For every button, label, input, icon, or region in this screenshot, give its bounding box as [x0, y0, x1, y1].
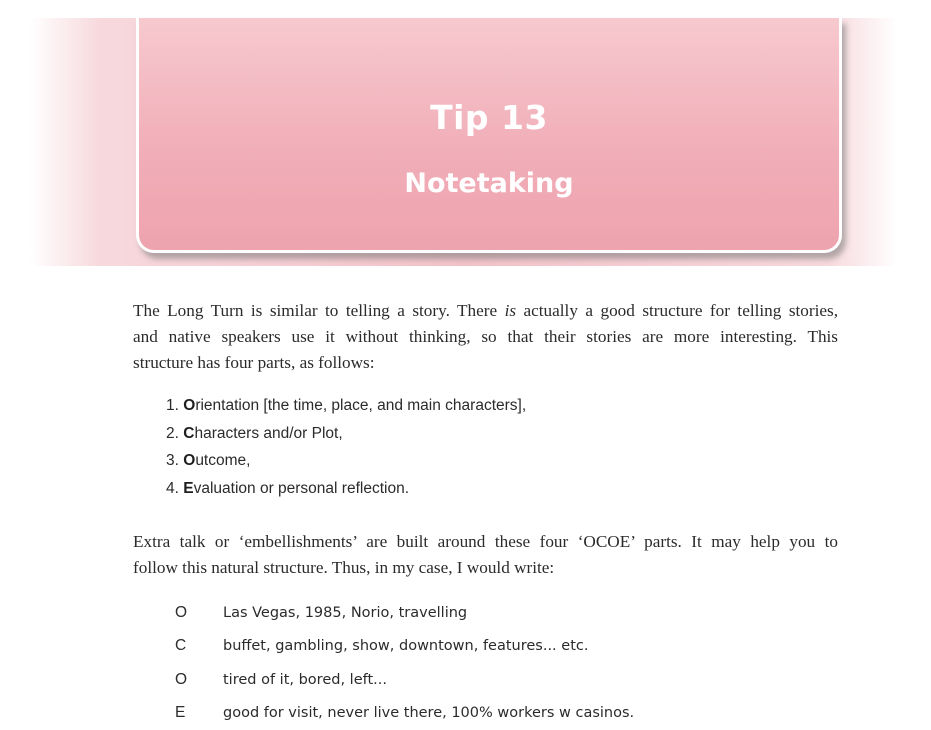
note-text: good for visit, never live there, 100% workers w casinos. — [223, 705, 634, 721]
note-row — [175, 596, 634, 630]
intro-line-2: and native speakers use it without thinking, so that their stories are more interesting. This — [133, 324, 838, 350]
list-item — [166, 447, 526, 475]
intro-text-a: The Long Turn is similar to telling a story. There — [133, 301, 505, 320]
note-letter: O — [175, 671, 223, 689]
embellishment-line-2: follow this natural structure. Thus, in my case, I would write: — [133, 555, 838, 581]
tip-header-card — [136, 18, 842, 253]
embellishment-paragraph — [133, 529, 838, 581]
note-text: tired of it, bored, left... — [223, 672, 387, 688]
list-number: 2. — [166, 425, 179, 442]
list-initial: O — [183, 397, 195, 414]
note-letter: O — [175, 604, 223, 622]
list-number: 3. — [166, 452, 179, 469]
list-initial: C — [183, 425, 194, 442]
intro-line-3: structure has four parts, as follows: — [133, 350, 838, 376]
intro-line-1 — [133, 298, 838, 324]
note-row — [175, 663, 634, 697]
note-letter: C — [175, 637, 223, 655]
tip-subtitle: Notetaking — [139, 168, 839, 199]
note-text: Las Vegas, 1985, Norio, travelling — [223, 605, 467, 621]
intro-text-b: actually a good structure for telling stories, — [516, 301, 838, 320]
list-item — [166, 392, 526, 420]
list-text: utcome, — [195, 452, 250, 469]
list-text: valuation or personal reflection. — [194, 480, 409, 497]
tip-title: Tip 13 — [139, 98, 839, 137]
list-initial: O — [183, 452, 195, 469]
list-text: haracters and/or Plot, — [194, 425, 342, 442]
list-item — [166, 475, 526, 503]
note-text: buffet, gambling, show, downtown, features... etc. — [223, 638, 588, 654]
note-letter: E — [175, 704, 223, 722]
ocoe-structure-list — [166, 392, 526, 502]
ocoe-notes — [175, 596, 634, 730]
list-item — [166, 420, 526, 448]
list-initial: E — [183, 480, 193, 497]
intro-paragraph — [133, 298, 838, 376]
list-number: 4. — [166, 480, 179, 497]
list-number: 1. — [166, 397, 179, 414]
note-row — [175, 630, 634, 664]
intro-emphasis: is — [505, 301, 516, 320]
list-text: rientation [the time, place, and main characters], — [195, 397, 526, 414]
embellishment-line-1: Extra talk or ‘embellishments’ are built around these four ‘OCOE’ parts. It may help you to — [133, 529, 838, 555]
note-row — [175, 697, 634, 730]
